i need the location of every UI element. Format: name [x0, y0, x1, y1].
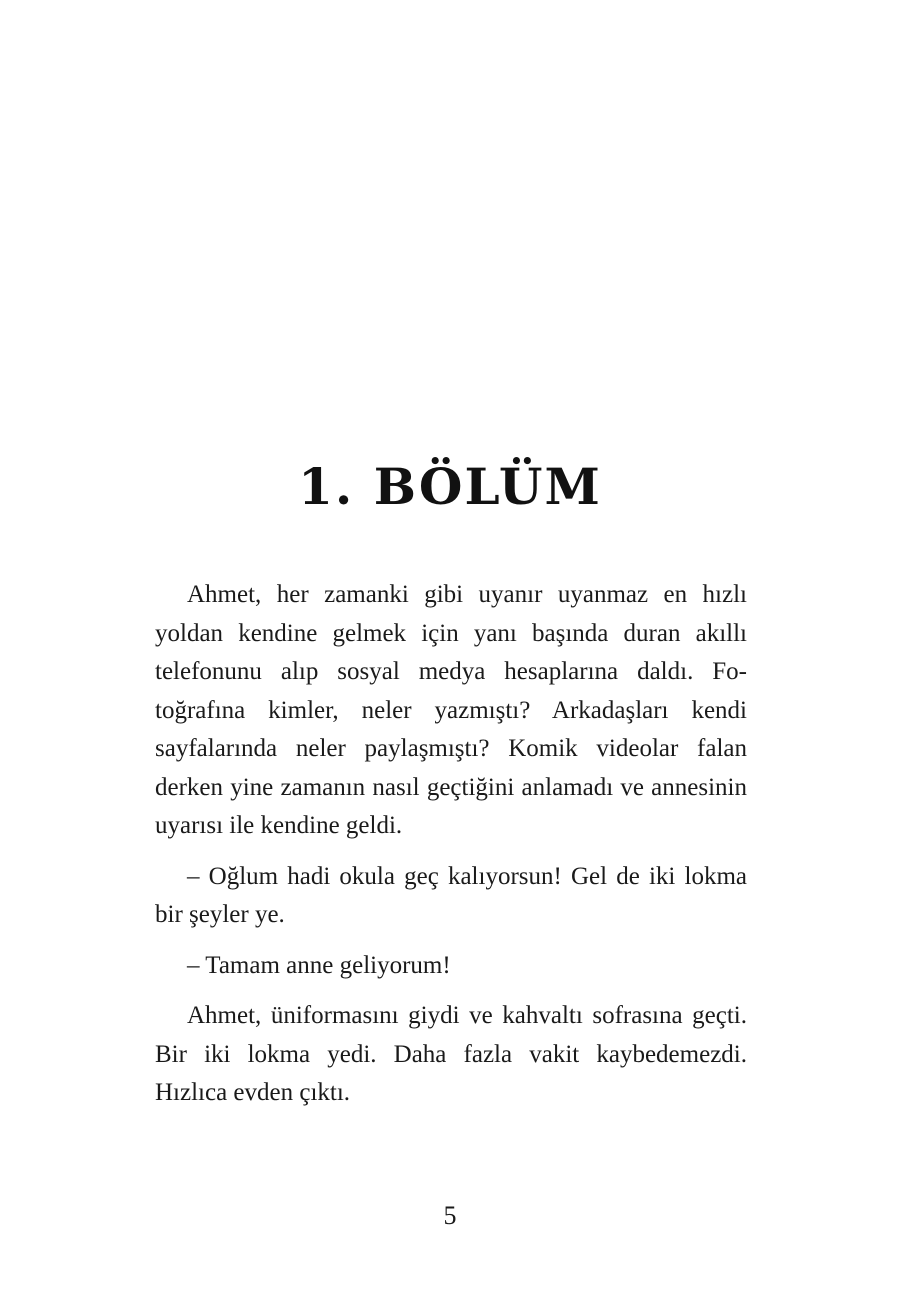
dialogue-ahmet: – Tamam anne geliyorum! [187, 951, 451, 979]
chapter-title: 1. BÖLÜM [298, 456, 602, 516]
paragraph-intro: Ahmet, her zamanki gibi uyanır uyanmaz en hızlı yoldan kendine gelmek için yanı başında duran akıllı telefonunu alıp sosyal medya hesaplarına daldı. Fotoğrafına kimler, neler yazmıştı? Arkadaşları kendi sayfalarında neler paylaşmıştı? Komik videolar falan derken yine zamanın nasıl geçtiğini anlamadı ve annesinin uyarısı ile kendine geldi. [155, 581, 747, 839]
dialogue-mother: – Oğlum hadi okula geç kalıyorsun! Gel de iki lokma bir şeyler ye. [155, 862, 747, 928]
page-number: 5 [443, 1201, 457, 1230]
paragraph-breakfast: Ahmet, üniformasını giydi ve kahvaltı sofrasına geçti. Bir iki lokma yedi. Daha fazla vakit kaybedemezdi. Hızlıca evden çıktı. [155, 1002, 747, 1106]
chapter-body [155, 576, 747, 1125]
